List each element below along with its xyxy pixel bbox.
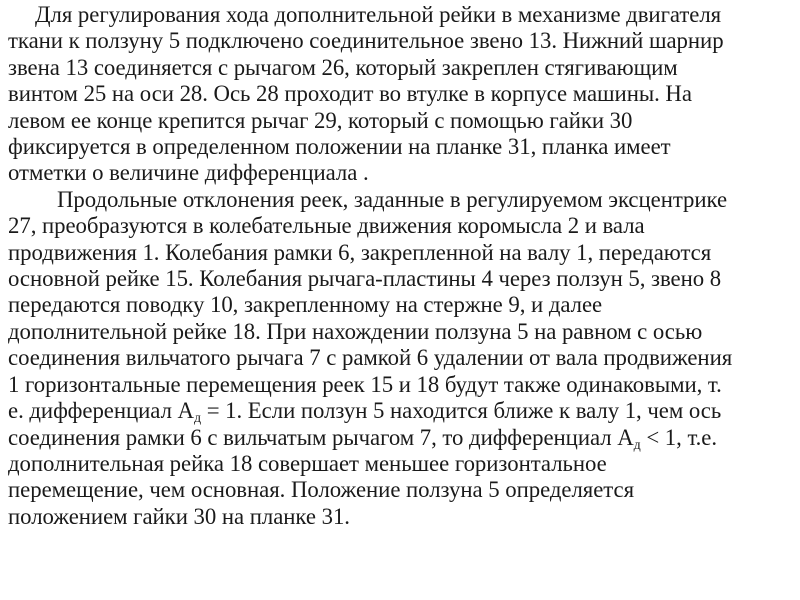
text-line xyxy=(8,398,786,427)
paragraph-2 xyxy=(8,187,786,530)
text-run: соединения рамки 6 с вильчатым рычагом 7, то дифференциал А xyxy=(8,424,634,450)
text-line: дополнительная рейка 18 совершает меньшее горизонтальное xyxy=(8,450,607,476)
text-line: 1 горизонтальные перемещения реек 15 и 18 будут также одинаковыми, т. xyxy=(8,371,722,397)
text-line: фиксируется в определенном положении на планке 31, планка имеет xyxy=(8,134,671,160)
text-line: передаются поводку 10, закрепленному на стержне 9, и далее xyxy=(8,292,603,318)
text-line: Продольные отклонения реек, заданные в регулируемом эксцентрике xyxy=(57,186,728,212)
subscript: д xyxy=(193,411,202,427)
text-line xyxy=(8,425,786,451)
text-run: < 1, т.е. xyxy=(640,424,718,450)
text-line: 27, преобразуются в колебательные движения коромысла 2 и вала xyxy=(8,213,645,239)
text-line: перемещение, чем основная. Положение ползуна 5 определяется xyxy=(8,477,635,503)
text-line: ткани к ползуну 5 подключено соединительное звено 13. Нижний шарнир xyxy=(8,28,724,54)
text-line: левом ее конце крепится рычаг 29, который с помощью гайки 30 xyxy=(8,107,633,133)
paragraph-1 xyxy=(8,0,786,187)
text-line: основной рейке 15. Колебания рычага-пластины 4 через ползун 5, звено 8 xyxy=(8,266,722,292)
text-run: = 1. Если ползун 5 находится ближе к валу 1, чем ось xyxy=(201,398,722,424)
text-line: положением гайки 30 на планке 31. xyxy=(8,503,350,529)
text-line: соединения вильчатого рычага 7 с рамкой 6 удалении от вала продвижения xyxy=(8,345,733,371)
text-line: дополнительной рейке 18. При нахождении ползуна 5 на равном с осью xyxy=(8,318,703,344)
text-line: отметки о величине дифференциала . xyxy=(8,160,369,186)
text-run: е. дифференциал А xyxy=(8,398,194,424)
text-line: звена 13 соединяется с рычагом 26, который закреплен стягивающим xyxy=(8,54,678,80)
text-line: винтом 25 на оси 28. Ось 28 проходит во втулке в корпусе машины. На xyxy=(8,81,692,107)
subscript: д xyxy=(633,437,641,453)
text-line: продвижения 1. Колебания рамки 6, закрепленной на валу 1, передаются xyxy=(8,239,712,265)
text-line: Для регулирования хода дополнительной рейки в механизме двигателя xyxy=(35,2,722,27)
